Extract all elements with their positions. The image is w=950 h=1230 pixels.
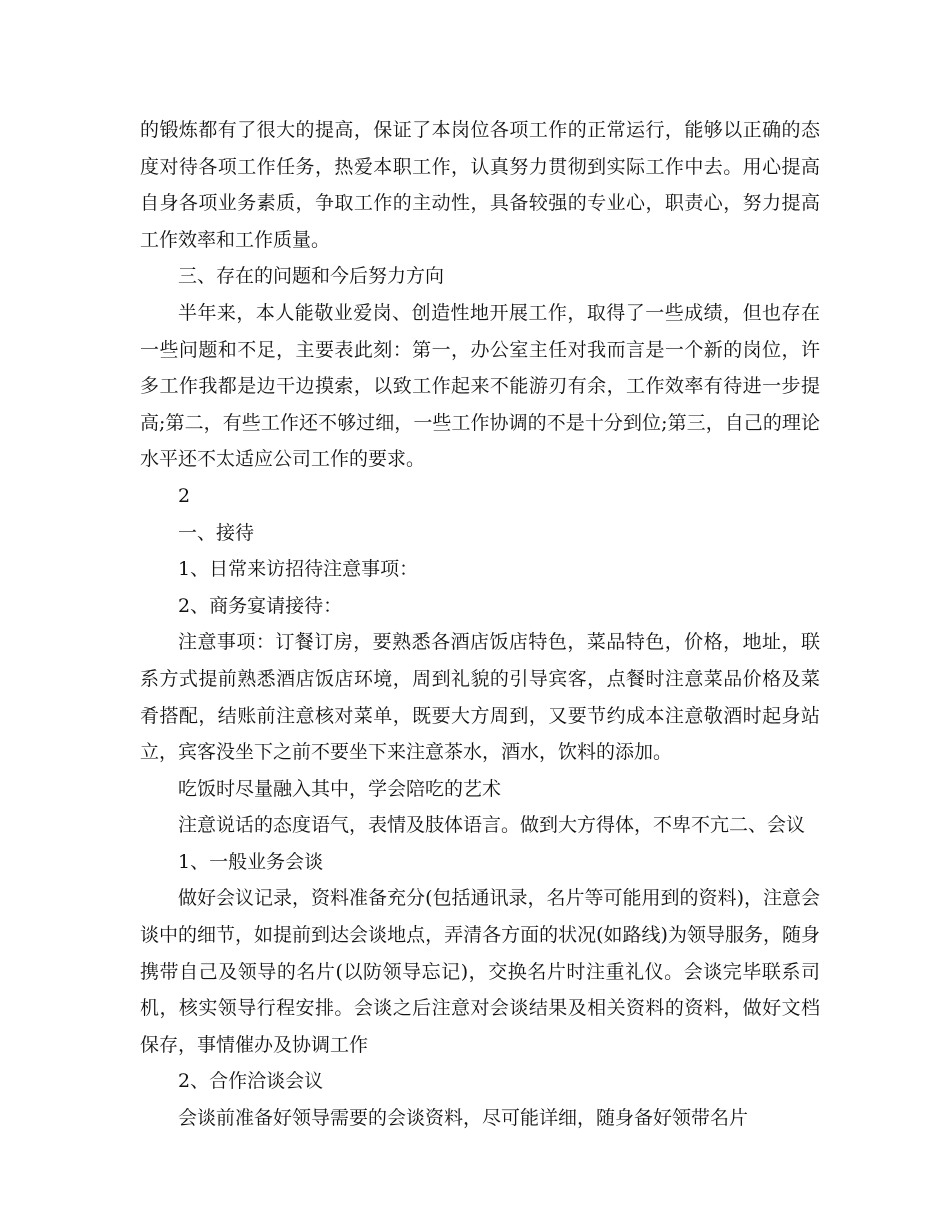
- subheading-general-meeting: 1、一般业务会谈: [178, 850, 324, 873]
- document-body: [140, 112, 820, 1137]
- section-number: 2: [178, 484, 191, 507]
- paragraph-meeting-notes: 做好会议记录，资料准备充分(包括通讯录，名片等可能用到的资料)，注意会谈中的细节，如提前到达会谈地点，弄清各方面的状况(如路线)为领导服务，随身携带自己及领导的名片(以防领导忘记)，交换名片时注重礼仪。会谈完毕联系司机，核实领导行程安排。会谈之后注意对会谈结果及相关资料的资料，做好文档保存，事情催办及协调工作: [140, 887, 820, 1056]
- section-heading-problems: 三、存在的问题和今后努力方向: [178, 265, 445, 288]
- paragraph-manner: 注意说话的态度语气，表情及肢体语言。做到大方得体，不卑不亢二、会议: [178, 814, 806, 837]
- paragraph-banquet-notes: 注意事项：订餐订房，要熟悉各酒店饭店特色，菜品特色，价格，地址，联系方式提前熟悉酒店饭店环境，周到礼貌的引导宾客，点餐时注意菜品价格及菜肴搭配，结账前注意核对菜单，既要大方周到，又要节约成本注意敬酒时起身站立，宾客没坐下之前不要坐下来注意茶水，酒水，饮料的添加。: [140, 631, 820, 764]
- subheading-business-banquet: 2、商务宴请接待：: [178, 594, 343, 617]
- subheading-daily-visits: 1、日常来访招待注意事项：: [178, 558, 419, 581]
- paragraph-problems: 半年来，本人能敬业爱岗、创造性地开展工作，取得了一些成绩，但也存在一些问题和不足，主要表此刻：第一，办公室主任对我而言是一个新的岗位，许多工作我都是边干边摸索，以致工作起来不能游刃有余，工作效率有待进一步提高;第二，有些工作还不够过细，一些工作协调的不是十分到位;第三，自己的理论水平还不太适应公司工作的要求。: [140, 301, 820, 471]
- paragraph-cooperation-notes: 会谈前准备好领导需要的会谈资料，尽可能详细，随身备好领带名片: [178, 1107, 749, 1130]
- heading-reception: 一、接待: [178, 521, 255, 544]
- paragraph-continuation: 的锻炼都有了很大的提高，保证了本岗位各项工作的正常运行，能够以正确的态度对待各项工作任务，热爱本职工作，认真努力贯彻到实际工作中去。用心提高自身各项业务素质，争取工作的主动性，具备较强的专业心，职责心，努力提高工作效率和工作质量。: [140, 119, 820, 251]
- paragraph-dining: 吃饭时尽量融入其中，学会陪吃的艺术: [178, 777, 502, 800]
- subheading-cooperation-meeting: 2、合作洽谈会议: [178, 1070, 324, 1093]
